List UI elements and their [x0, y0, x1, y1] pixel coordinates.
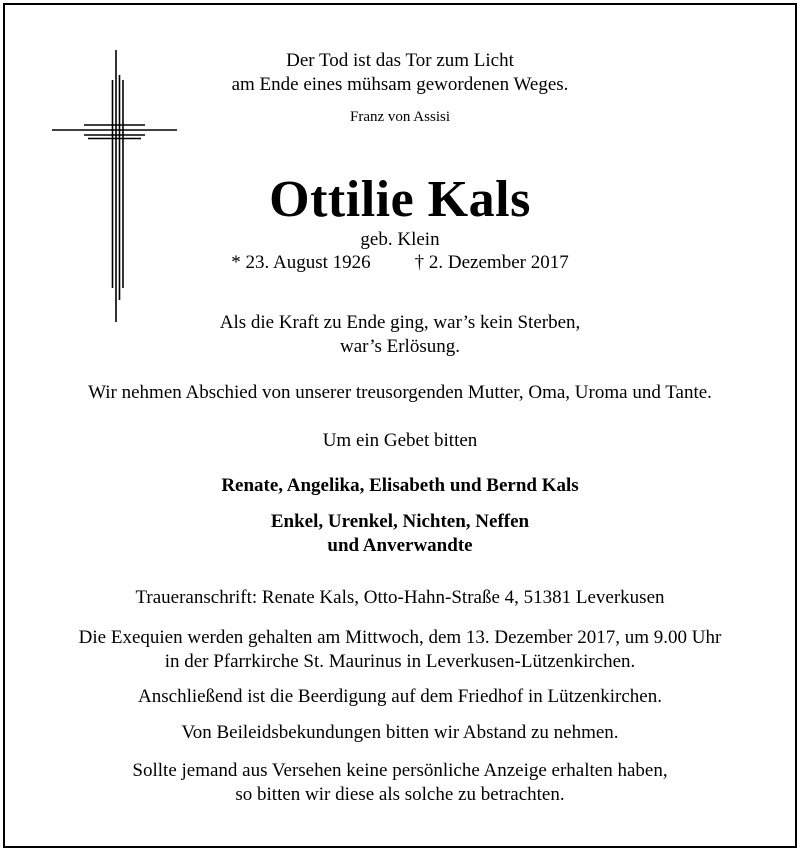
- prayer-request: Um ein Gebet bitten: [322, 430, 478, 451]
- burial-text: Anschließend ist die Beerdigung auf dem Friedhof in Lützenkirchen.: [138, 686, 662, 707]
- quote-line-1: Der Tod ist das Tor zum Licht: [286, 50, 514, 71]
- condolences-text: Von Beileidsbekundungen bitten wir Abstand zu nehmen.: [181, 722, 619, 743]
- birth-date: * 23. August 1926: [231, 252, 371, 273]
- farewell-text: Wir nehmen Abschied von unserer treusorgenden Mutter, Oma, Uroma und Tante.: [88, 382, 712, 403]
- mourning-address: Traueranschrift: Renate Kals, Otto-Hahn-Straße 4, 51381 Leverkusen: [135, 587, 665, 608]
- verse-line-1: Als die Kraft zu Ende ging, war’s kein Sterben,: [219, 312, 581, 333]
- service-line-1: Die Exequien werden gehalten am Mittwoch, dem 13. Dezember 2017, um 9.00 Uhr: [78, 627, 722, 648]
- mourners-relatives-2: und Anverwandte: [327, 535, 473, 556]
- mourners-children: Renate, Angelika, Elisabeth und Bernd Kals: [221, 475, 579, 496]
- service-line-2: in der Pfarrkirche St. Maurinus in Leverkusen-Lützenkirchen.: [164, 651, 636, 672]
- maiden-name: geb. Klein: [360, 229, 440, 250]
- deceased-name: Ottilie Kals: [269, 171, 531, 228]
- quote-author: Franz von Assisi: [349, 109, 450, 125]
- mourners-relatives-1: Enkel, Urenkel, Nichten, Neffen: [270, 511, 530, 532]
- verse-line-2: war’s Erlösung.: [340, 336, 460, 357]
- quote-line-2: am Ende eines mühsam gewordenen Weges.: [231, 74, 569, 95]
- note-line-1: Sollte jemand aus Versehen keine persönliche Anzeige erhalten haben,: [132, 760, 668, 781]
- death-date: † 2. Dezember 2017: [414, 252, 569, 273]
- note-line-2: so bitten wir diese als solche zu betrachten.: [235, 784, 565, 805]
- life-dates: [0, 252, 800, 274]
